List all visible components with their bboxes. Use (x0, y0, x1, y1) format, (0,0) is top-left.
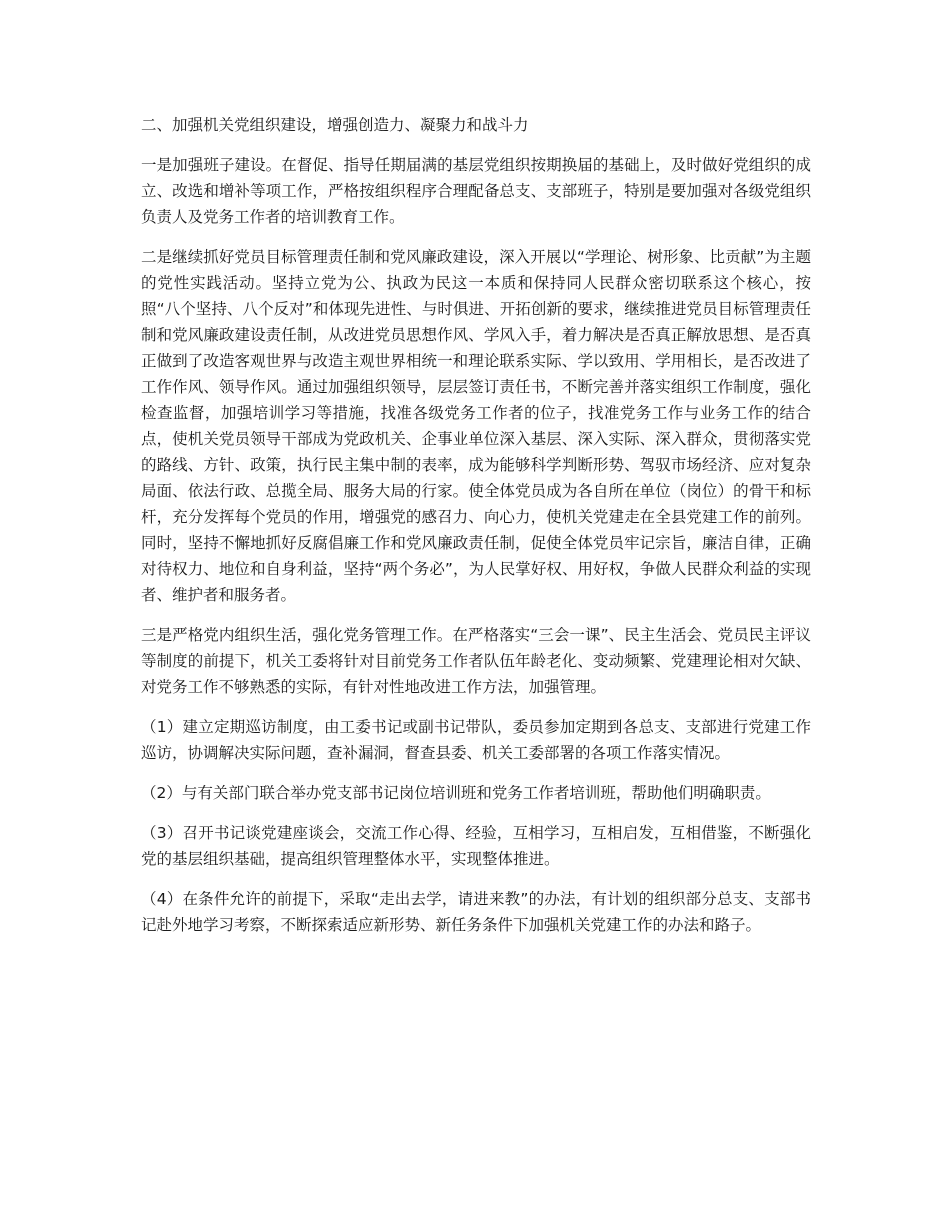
list-item-symposium: （3）召开书记谈党建座谈会，交流工作心得、经验，互相学习，互相启发，互相借鉴，不断强化党的基层组织基础，提高组织管理整体水平，实现整体推进。 (141, 824, 811, 868)
document-page (141, 112, 811, 952)
list-item-training-classes: （2）与有关部门联合举办党支部书记岗位培训班和党务工作者培训班，帮助他们明确职责。 (141, 784, 771, 802)
paragraph-organizational-life: 三是严格党内组织生活，强化党务管理工作。在严格落实“三会一课”、民主生活会、党员民主评议等制度的前提下，机关工委将针对目前党务工作者队伍年龄老化、变动频繁、党建理论相对欠缺、对党务工作不够熟悉的实际，有针对性地改进工作方法，加强管理。 (141, 626, 811, 696)
paragraph-responsibility-system: 二是继续抓好党员目标管理责任制和党风廉政建设，深入开展以“学理论、树形象、比贡献”为主题的党性实践活动。坚持立党为公、执政为民这一本质和保持同人民群众密切联系这个核心，按照“八个坚持、八个反对”和体现先进性、与时俱进、开拓创新的要求，继续推进党员目标管理责任制和党风廉政建设责任制，从改进党员思想作风、学风入手，着力解决是否真正解放思想、是否真正做到了改造客观世界与改造主观世界相统一和理论联系实际、学以致用、学用相长，是否改进了工作作风、领导作风。通过加强组织领导，层层签订责任书，不断完善并落实组织工作制度，强化检查监督，加强培训学习等措施，找准各级党务工作者的位子，找准党务工作与业务工作的结合点，使机关党员领导干部成为党政机关、企事业单位深入基层、深入实际、深入群众，贯彻落实党的路线、方针、政策，执行民主集中制的表率，成为能够科学判断形势、驾驭市场经济、应对复杂局面、依法行政、总揽全局、服务大局的行家。使全体党员成为各自所在单位（岗位）的骨干和标杆，充分发挥每个党员的作用，增强党的感召力、向心力，使机关党建走在全县党建工作的前列。同时，坚持不懈地抓好反腐倡廉工作和党风廉政责任制，促使全体党员牢记宗旨，廉洁自律，正确对待权力、地位和自身利益，坚持“两个务必”，为人民掌好权、用好权，争做人民群众利益的实现者、维护者和服务者。 (141, 248, 811, 604)
section-heading: 二、加强机关党组织建设，增强创造力、凝聚力和战斗力 (141, 116, 529, 134)
list-item-study-tours: （4）在条件允许的前提下，采取“走出去学，请进来教”的办法，有计划的组织部分总支、支部书记赴外地学习考察，不断探索适应新形势、新任务条件下加强机关党建工作的办法和路子。 (141, 890, 811, 934)
paragraph-team-building: 一是加强班子建设。在督促、指导任期届满的基层党组织按期换届的基础上，及时做好党组织的成立、改选和增补等项工作，严格按组织程序合理配备总支、支部班子，特别是要加强对各级党组织负责人及党务工作者的培训教育工作。 (141, 156, 811, 226)
list-item-inspection-system: （1）建立定期巡访制度，由工委书记或副书记带队，委员参加定期到各总支、支部进行党建工作巡访，协调解决实际问题，查补漏洞，督查县委、机关工委部署的各项工作落实情况。 (141, 718, 811, 762)
